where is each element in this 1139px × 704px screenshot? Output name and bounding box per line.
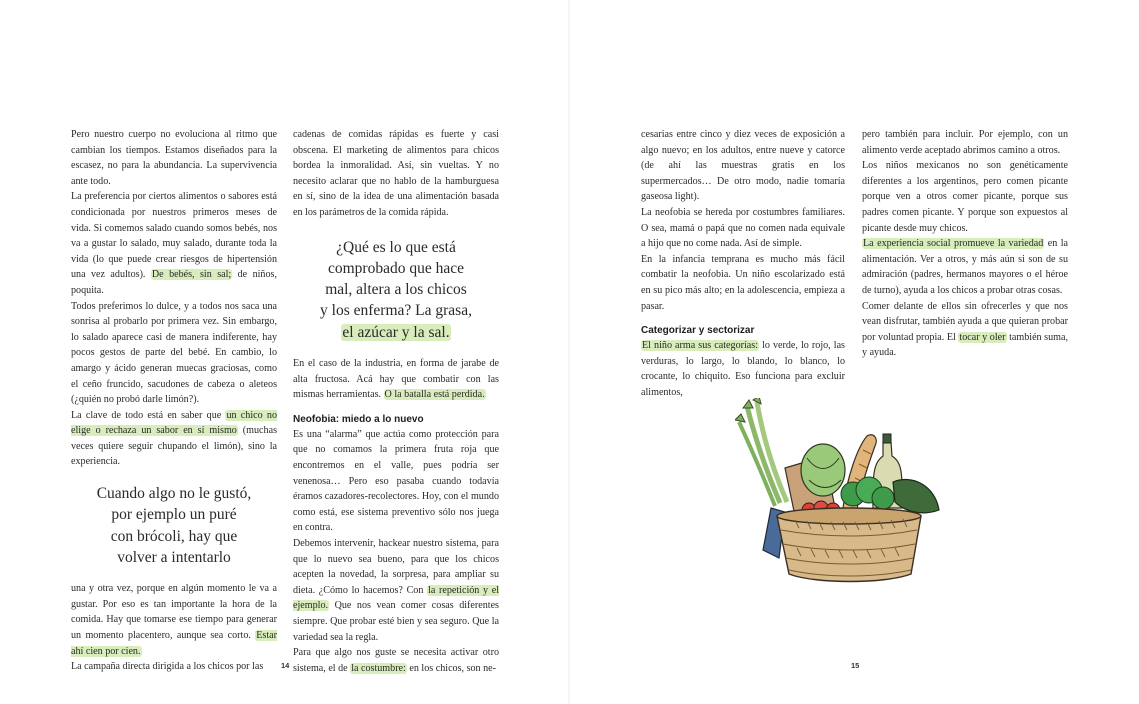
paragraph: La experiencia social promueve la variedad en la alimentación. Ver a otros, y más aún si son de su admiración (padres, hermanos mayores o el héroe de turno), ayuda a los chicos a probar otras cosas. [862,238,1068,296]
paragraph: Pero nuestro cuerpo no evoluciona al ritmo que cambian los tiempos. Estamos diseñados para la escasez, no para la abundancia. La supervivencia ante todo. [71,129,277,187]
highlight: O la batalla está perdida. [384,389,485,401]
section-heading: Neofobia: miedo a lo nuevo [293,413,424,425]
paragraph: La campaña directa dirigida a los chicos por las [71,661,264,673]
highlight: De bebés, sin sal; [151,269,232,281]
highlight: La experiencia social promueve la variedad [863,238,1044,250]
paragraph: una y otra vez, porque en algún momento le va a gustar. Por eso es tan importante la hora de la comida. Hay que tomarse ese tiempo para generar un momento placentero, aunque sea corto. Estar ahí cien por cien. [71,583,277,657]
highlight: un chico no elige o rechaza un sabor en sí mismo [71,409,278,437]
highlight: Estar ahí cien por cien. [71,630,277,657]
highlight: el azúcar y la sal. [342,323,450,341]
paragraph: La neofobia se hereda por costumbres familiares. O sea, mamá o papá que no comen nada equivale a hijo que no come nada. Así de simple. [641,206,845,250]
cabbage-icon [801,444,845,496]
wicker-basket-icon [777,508,921,582]
highlight: la costumbre: [351,662,406,674]
page-number: 14 [281,661,290,670]
left-column-1 [71,127,277,675]
right-column-1 [641,127,845,401]
vegetable-basket-illustration-icon [735,398,950,588]
section-heading: Categorizar y sectorizar [641,325,755,337]
right-column-2 [862,127,1068,361]
paragraph: La clave de todo está en saber que un chico no elige o rechaza un sabor en sí mismo (muchas veces quiere seguir chupando el limón), sino la experiencia. [71,409,278,468]
paragraph: cadenas de comidas rápidas es fuerte y casi obscena. El marketing de alimentos para chicos bordea la inmoralidad. Así, sin vueltas. Y no necesito aclarar que no hablo de la hamburguesa en sí, sino de la idea de una alimentación basada en los parámetros de la comida rápida. [293,129,499,218]
pull-quote: ¿Qué es lo que está comprobado que hace mal, altera a los chicos y los enferma? La grasa, el azúcar y la sal. [320,238,472,341]
pull-quote: Cuando algo no le gustó, por ejemplo un puré con brócoli, hay que volver a intentarlo [96,485,252,566]
highlight: la repetición y el ejemplo. [293,584,500,612]
paragraph: En la infancia temprana es mucho más fácil combatir la neofobia. Un niño escolarizado está en su pico más alto; en la adolescencia, empieza a pasar. [641,253,845,312]
left-page [0,0,569,704]
highlight: El niño arma sus categorías: [642,340,758,352]
celery-icon [735,398,787,506]
page-number: 15 [851,661,860,670]
paragraph: Es una “alarma” que actúa como protección para que no comamos la primera fruta roja que encontremos en el valle, pues podría ser venenosa… Pero eso pasaba cuando todavía éramos cazadores-recolectores. Hoy, con el mundo como está, ese sistema preventivo sólo nos juega en contra. [293,428,499,534]
paragraph: Comer delante de ellos sin ofrecerles y que nos vean disfrutar, también ayuda a que quieran probar por voluntad propia. El tocar y oler también suma, y ayuda. [862,300,1069,359]
highlight: tocar y oler [959,331,1006,343]
paragraph: La preferencia por ciertos alimentos o sabores está condicionada por nuestros primeros meses de vida. Si comemos salado cuando somos bebés, nos va a gustar lo salado, muy salado, durante toda la vida (lo que puede crear riesgos de hipertensión una vez adultos). De bebés, sin sal; de niños, poquita. [71,191,277,296]
paragraph: En el caso de la industria, en forma de jarabe de alta fructosa. Acá hay que combatir con las mismas herramientas. O la batalla está perdida. [293,358,499,401]
paragraph: El niño arma sus categorías: lo verde, lo rojo, las verduras, lo largo, lo blando, lo blanco, lo crocante, lo chiquito. Eso funciona para excluir alimentos, [641,340,845,398]
paragraph: Para que algo nos guste se necesita activar otro sistema, el de la costumbre: en los chicos, son ne- [293,647,499,674]
paragraph: Los niños mexicanos no son genéticamente diferentes a los argentinos, pero comen picante porque ven a otros comer picante, porque sus padres comen picante. Y porque son expuestos al picante desde muy chicos. [862,160,1068,234]
paragraph: Todos preferimos lo dulce, y a todos nos saca una sonrisa al probarlo por primera vez. Sin embargo, lo salado aparece casi de manera indiferente, hay pocos gestos de parte del bebé. En cambio, lo amargo y ácido generan muecas graciosas, como el ceño fruncido, sacudones de cabeza o aleteos (¿quién no probó darle limón?). [71,300,277,406]
right-page [570,0,1139,704]
left-column-2 [293,127,499,676]
paragraph: Debemos intervenir, hackear nuestro sistema, para que lo nuevo sea bueno, para que los chicos acepten la novedad, la sorpresa, para ampliar su dieta. ¿Cómo lo hacemos? Con la repetición y el ejemplo. Que nos vean comer cosas diferentes siempre. Que probar esté bien y sea seguro. Que la variedad sea la regla. [293,537,500,643]
paragraph: pero también para incluir. Por ejemplo, con un alimento verde aceptado abrimos camino a otros. [862,129,1068,156]
paragraph: cesarias entre cinco y diez veces de exposición a algo nuevo; en los adultos, entre nueve y catorce (de ahí las muestras gratis en los supermercados… De otro modo, nadie tomaría gaseosa light). [641,129,845,203]
